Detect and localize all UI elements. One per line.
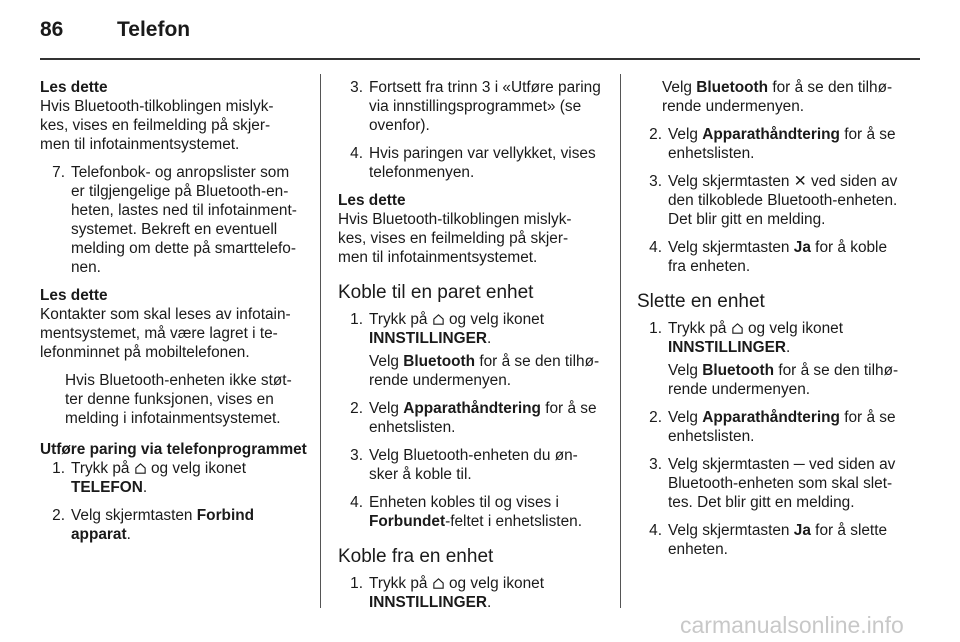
note-heading: Les dette [338, 192, 406, 209]
column-3 [637, 78, 920, 568]
item-number: 4. [350, 145, 363, 162]
list-item [40, 163, 308, 277]
note-text: Hvis Bluetooth-tilkoblingen mislyk- kes, vises en feilmelding på skjer- men til infotainmentsystemet. [40, 98, 274, 153]
note-block [40, 286, 308, 362]
header-rule [40, 58, 920, 60]
list-item: 1. Trykk på og velg ikonet INNSTILLINGER. Velg Bluetooth for å se den tilhø- rende undermenyen. [637, 319, 920, 399]
sub-step: Velg Bluetooth for å se den tilhø- rende undermenyen. [369, 353, 600, 389]
bold-term: Forbind apparat [71, 507, 255, 543]
bold-term: INNSTILLINGER [369, 594, 487, 611]
item-number: 4. [649, 239, 662, 256]
item-number: 4. [350, 494, 363, 511]
bold-term: Bluetooth [403, 353, 476, 370]
watermark: carmanualsonline.info [680, 612, 904, 638]
bold-term: Ja [793, 239, 811, 256]
item-text: Telefonbok- og anropslister som er tilgjengelige på Bluetooth-en- heten, lastes ned til infotainment- systemet. Bekreft en eventuell melding om dette på smarttelefo- nen. [71, 164, 297, 276]
section-heading: Utføre paring via telefonprogrammet [40, 441, 307, 458]
item-number: 2. [649, 126, 662, 143]
close-icon: ✕ [793, 173, 807, 190]
page-title: Telefon [117, 18, 191, 41]
list-item: 2. Velg Apparathåndtering for å se enhetslisten. [637, 125, 920, 163]
item-number: 2. [52, 507, 65, 524]
list-item: 4. Enheten kobles til og vises i Forbundet-feltet i enhetslisten. [338, 493, 608, 531]
list-item [338, 144, 608, 182]
item-number: 2. [649, 409, 662, 426]
item-text: Velg Bluetooth-enheten du øn- sker å koble til. [369, 447, 578, 483]
section-heading: Koble fra en enhet [338, 546, 494, 567]
note-block [338, 191, 608, 267]
list-item [338, 446, 608, 484]
bold-term: Apparathåndtering [702, 409, 840, 426]
sub-step: Velg Bluetooth for å se den tilhø- rende undermenyen. [668, 362, 899, 398]
home-icon [134, 462, 147, 475]
list-item: 3. Velg skjermtasten ─ ved siden av Bluetooth-enheten som skal slet- tes. Det blir gitt en melding. [637, 455, 920, 512]
section-heading: Slette en enhet [637, 291, 765, 312]
list-item: 3. Velg skjermtasten ✕ ved siden av den tilkoblede Bluetooth-enheten. Det blir gitt en melding. [637, 172, 920, 229]
bold-term: Bluetooth [696, 79, 769, 96]
bold-term: TELEFON [71, 479, 143, 496]
column-2 [338, 78, 608, 621]
item-number: 1. [649, 320, 662, 337]
item-text: Fortsett fra trinn 3 i «Utføre paring via innstillingsprogrammet» (se ovenfor). [369, 79, 601, 134]
bold-term: INNSTILLINGER [668, 339, 786, 356]
column-1 [40, 78, 308, 553]
item-number: 1. [350, 311, 363, 328]
list-item: 1. Trykk på og velg ikonet INNSTILLINGER. [338, 574, 608, 612]
bold-term: INNSTILLINGER [369, 330, 487, 347]
note-heading: Les dette [40, 287, 108, 304]
list-item: 2. Velg Apparathåndtering for å se enhetslisten. [637, 408, 920, 446]
list-item [338, 78, 608, 135]
bold-term: Bluetooth [702, 362, 775, 379]
item-number: 3. [649, 173, 662, 190]
page-number: 86 [40, 18, 64, 41]
item-number: 3. [649, 456, 662, 473]
home-icon [731, 322, 744, 335]
bold-term: Apparathåndtering [403, 400, 541, 417]
list-item: 1. Trykk på og velg ikonet TELEFON. [40, 459, 308, 497]
note-block [40, 78, 308, 154]
item-text: Hvis paringen var vellykket, vises telefonmenyen. [369, 145, 596, 181]
sub-step: Velg Bluetooth for å se den tilhø- rende undermenyen. [662, 79, 893, 115]
home-icon [432, 313, 445, 326]
note-text: Hvis Bluetooth-tilkoblingen mislyk- kes, vises en feilmelding på skjer- men til infotainmentsystemet. [338, 211, 572, 266]
section-heading: Koble til en paret enhet [338, 282, 534, 303]
item-number: 3. [350, 447, 363, 464]
list-item: 2. Velg Apparathåndtering for å se enhetslisten. [338, 399, 608, 437]
list-item: 4. Velg skjermtasten Ja for å koble fra enheten. [637, 238, 920, 276]
item-number: 1. [350, 575, 363, 592]
note-text: Kontakter som skal leses av infotain- mentsystemet, må være lagret i te- lefonminnet på mobiltelefonen. [40, 306, 291, 361]
bold-term: Ja [793, 522, 811, 539]
home-icon [432, 577, 445, 590]
column-divider-2 [620, 74, 621, 608]
item-number: 4. [649, 522, 662, 539]
item-number: 3. [350, 79, 363, 96]
item-number: 2. [350, 400, 363, 417]
list-item: 1. Trykk på og velg ikonet INNSTILLINGER. Velg Bluetooth for å se den tilhø- rende undermenyen. [338, 310, 608, 390]
bold-term: Apparathåndtering [702, 126, 840, 143]
bold-term: Forbundet [369, 513, 446, 530]
note-heading: Les dette [40, 79, 108, 96]
item-number: 1. [52, 460, 65, 477]
column-divider-1 [320, 74, 321, 608]
list-item: 2. Velg skjermtasten Forbind apparat. [40, 506, 308, 544]
indented-paragraph: Hvis Bluetooth-enheten ikke støt- ter denne funksjonen, vises en melding i infotainmentsystemet. [65, 372, 292, 427]
list-item: 4. Velg skjermtasten Ja for å slette enheten. [637, 521, 920, 559]
item-number: 7. [52, 164, 65, 181]
minus-icon: ─ [793, 456, 805, 473]
